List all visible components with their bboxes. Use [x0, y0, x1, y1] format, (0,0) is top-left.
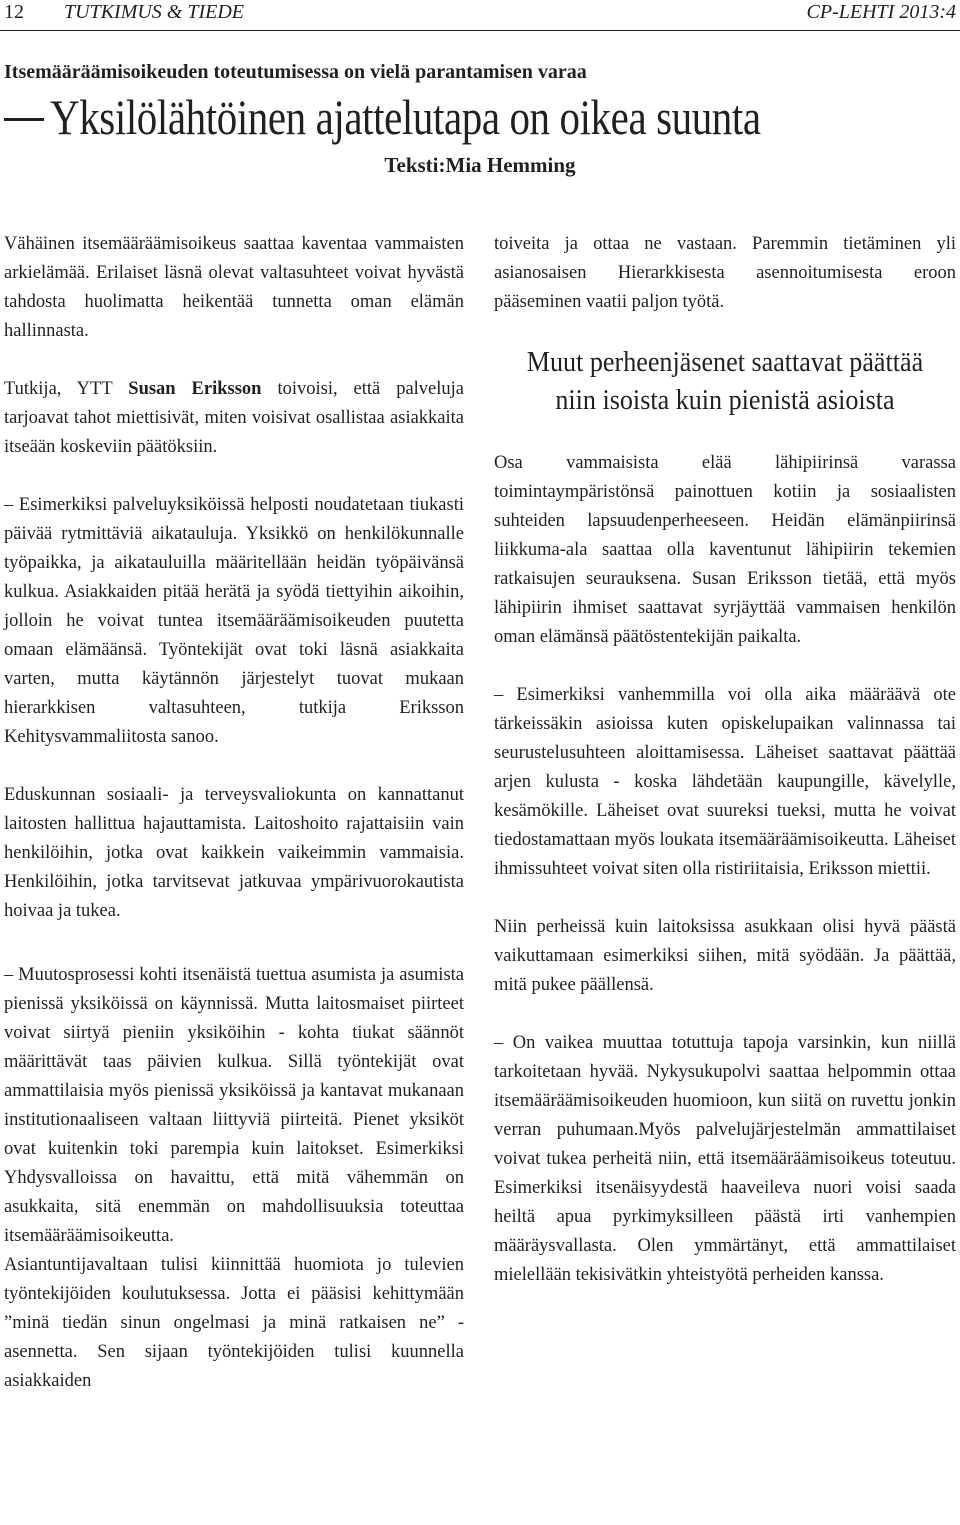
- left-column: [4, 230, 464, 1396]
- issue-label: CP-LEHTI 2013:4: [806, 1, 956, 23]
- page-number: 12: [4, 1, 24, 23]
- paragraph: Eduskunnan sosiaali- ja terveysvaliokunta on kannattanut laitosten hallittua hajauttamista. Laitoshoito rajattaisiin vain henkilöihin, jotka ovat kaikkein vaikeimmin vammaisia. Henkilöihin, jotka tarvitsevat jatkuvaa ympärivuorokautista hoivaa ja tukea.: [4, 785, 464, 921]
- paragraph: – Esimerkiksi vanhemmilla voi olla aika määräävä ote tärkeissäkin asioissa kuten opiskelupaikan valinnassa tai seurustelusuhteen aloittamisessa. Läheiset saattavat päättää arjen kulusta - koska lähdetään kaupungille, kävelylle, kesämökille. Läheiset ovat suureksi tueksi, mutta he voivat tiedostamattaan myös loukata itsemääräämisoikeutta. Läheiset ihmissuhteet voivat siten olla ristiriitaisia, Eriksson miettii.: [494, 685, 956, 879]
- paragraph: Asiantuntijavaltaan tulisi kiinnittää huomiota jo tulevien työntekijöiden koulutuksessa. Jotta ei pääsisi kehittymään ”minä tiedän sinun ongelmasi ja minä ratkaisen ne” -asennetta. Sen sijaan työntekijöiden tulisi kuunnella asiakkaiden: [4, 1255, 464, 1391]
- section-name: TUTKIMUS & TIEDE: [64, 1, 245, 23]
- headline-dash: [4, 118, 44, 121]
- article-headline: [0, 88, 960, 148]
- paragraph: Osa vammaisista elää lähipiirinsä varassa toimintaympäristönsä painottuen kotiin ja sosiaalisten suhteiden lapsuudenperheeseen. Heidän elämänpiirinsä liikkuma-ala saattaa olla kaventunut lähipiirin tekemien ratkaisujen seurauksena. Susan Eriksson tietää, että myös lähipiirin ihmiset saattavat syrjäyttää vammaisen henkilön oman elämänsä päätöstentekijän paikalta.: [494, 453, 956, 647]
- paragraph: – Muutosprosessi kohti itsenäistä tuettua asumista ja asumista pienissä yksiköissä on käynnissä. Mutta laitosmaiset piirteet voivat siirtyä pieniin yksiköihin - kohta tiukat säännöt määrittävät taas päivien kulkua. Sillä työntekijät ovat ammattilaisia myös pienissä yksiköissä ja kantavat mukanaan institutionaaliseen valtaan liittyviä piirteitä. Pienet yksiköt ovat kuitenkin toki parempia kuin laitokset. Esimerkiksi Yhdysvalloissa on havaittu, että mitä vähemmän on asukkaita, sitä enemmän on mahdollisuuksia toteuttaa itsemääräämisoikeutta.: [4, 965, 464, 1246]
- paragraph: toiveita ja ottaa ne vastaan. Paremmin tietäminen yli asianosaisen Hierarkkisesta asennoitumisesta eroon pääseminen vaatii paljon työtä.: [494, 234, 956, 312]
- pull-quote: Muut perheenjäsenet saattavat päättää niin isoista kuin pienistä asioista: [526, 346, 924, 416]
- paragraph-text: toivoisi, että palveluja tarjoavat tahot miettisivät, miten voisivat osallistaa asiakkaita itseään koskeviin päätöksiin.: [4, 379, 465, 457]
- paragraph: – On vaikea muuttaa totuttuja tapoja varsinkin, kun niillä tarkoitetaan hyvää. Nykysukupolvi saattaa helpommin ottaa itsemääräämisoikeuden huomioon, kun siitä on ruvettu jonkin verran puhumaan.Myös palvelujärjestelmän ammattilaiset voivat tukea perheitä niin, että itsemääräämisoikeus toteutuu. Esimerkiksi itsenäisyydestä haaveileva nuori voisi saada heiltä apua pyrkimyksilleen päästä irti vanhempien määräysvallasta. Olen ymmärtänyt, että ammattilaiset mielellään tekisivätkin yhteistyötä perheiden kanssa.: [494, 1033, 956, 1285]
- researcher-name: Susan Eriksson: [128, 379, 262, 399]
- paragraph-text: Tutkija, YTT: [4, 379, 129, 399]
- article-byline: Teksti:Mia Hemming: [384, 153, 576, 177]
- page-header: [0, 0, 960, 31]
- paragraph: [4, 375, 464, 462]
- paragraph: – Esimerkiksi palveluyksiköissä helposti noudatetaan tiukasti päivää rytmittäviä aikatauluja. Yksikkö on henkilökunnalle työpaikka, ja aikatauluilla määritellään heidän työpäivänsä kulkua. Asiakkaiden pitää herätä ja syödä tiettyihin aikoihin, jolloin he voivat tuntea itsemääräämisoikeuden puutetta omaan elämäänsä. Työntekijät ovat toki läsnä asiakkaita varten, mutta käytännön järjestelyt tuovat mukaan hierarkkisen valtasuhteen, tutkija Eriksson Kehitysvammaliitosta sanoo.: [4, 495, 464, 747]
- article-kicker: Itsemääräämisoikeuden toteutumisessa on vielä parantamisen varaa: [4, 61, 587, 83]
- article-title: Yksilölähtöinen ajattelutapa on oikea suunta: [50, 89, 761, 145]
- right-column: [494, 230, 956, 1290]
- paragraph: Vähäinen itsemääräämisoikeus saattaa kaventaa vammaisten arkielämää. Erilaiset läsnä olevat valtasuhteet voivat hyvästä tahdosta huolimatta heikentää tunnetta oman elämän hallinnasta.: [4, 234, 464, 341]
- paragraph: Niin perheissä kuin laitoksissa asukkaan olisi hyvä päästä vaikuttamaan esimerkiksi siihen, mitä syödään. Ja päättää, mitä pukee päällensä.: [494, 917, 956, 995]
